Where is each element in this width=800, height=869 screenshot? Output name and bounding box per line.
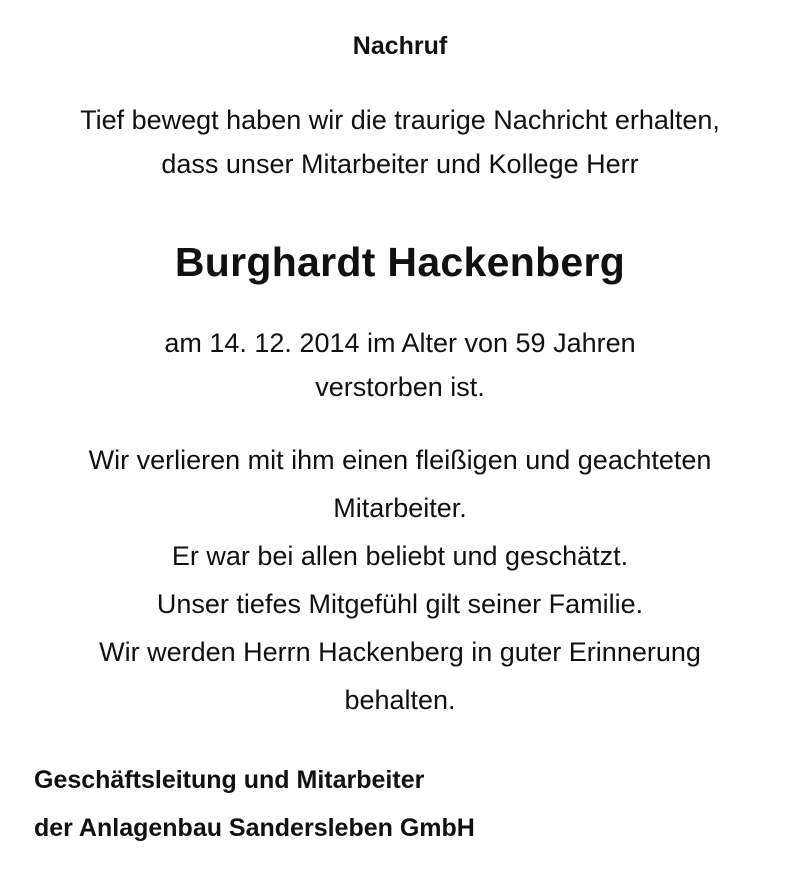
- tribute-line: Unser tiefes Mitgefühl gilt seiner Familie.: [156, 589, 644, 619]
- notice-heading: Nachruf: [352, 32, 448, 60]
- tribute-line: Er war bei allen beliebt und geschätzt.: [171, 541, 629, 571]
- intro-line: Tief bewegt haben wir die traurige Nachricht erhalten,: [80, 105, 720, 135]
- death-date-paragraph: [0, 321, 800, 409]
- intro-paragraph: [0, 98, 800, 186]
- signature-line: der Anlagenbau Sandersleben GmbH: [34, 814, 475, 842]
- tribute-line: Mitarbeiter.: [333, 493, 467, 523]
- intro-line: dass unser Mitarbeiter und Kollege Herr: [161, 149, 639, 179]
- signature-line: Geschäftsleitung und Mitarbeiter: [34, 766, 425, 794]
- tribute-line: Wir verlieren mit ihm einen fleißigen und geachteten: [88, 445, 712, 475]
- date-line: am 14. 12. 2014 im Alter von 59 Jahren: [164, 328, 636, 358]
- date-line: verstorben ist.: [315, 372, 485, 402]
- deceased-name: Burghardt Hackenberg: [174, 239, 626, 285]
- tribute-line: behalten.: [344, 685, 456, 715]
- tribute-line: Wir werden Herrn Hackenberg in guter Erinnerung: [99, 637, 701, 667]
- tribute-paragraph: [0, 436, 800, 724]
- signature-block: [34, 756, 475, 852]
